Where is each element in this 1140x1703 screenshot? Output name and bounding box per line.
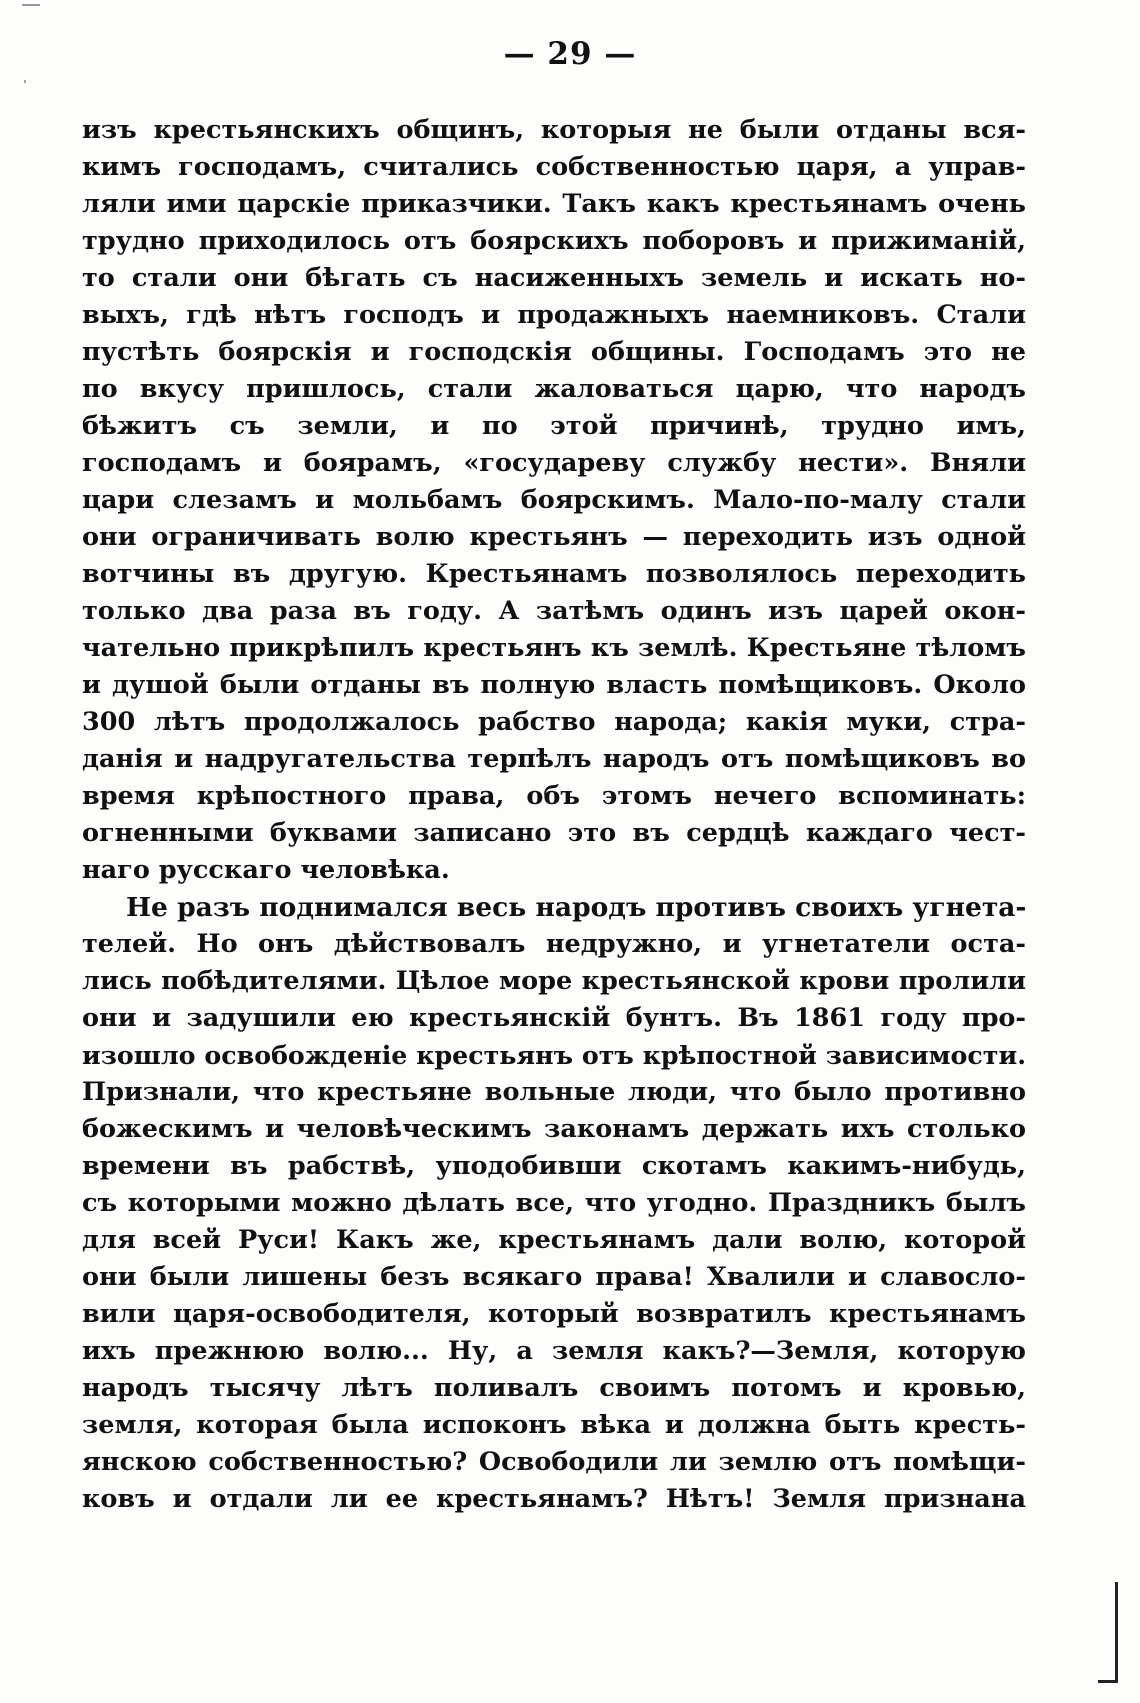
page-number: — 29 —	[503, 36, 637, 72]
text-line: ляли ими царскіе приказчики. Такъ какъ крестьянамъ очень	[82, 189, 1026, 219]
text-line: время крѣпостного права, объ этомъ нечего вспоминать:	[82, 781, 1026, 811]
text-line: изъ крестьянскихъ общинъ, которыя не были отданы вся-	[82, 115, 1026, 145]
text-line: бѣжитъ съ земли, и по этой причинѣ, трудно имъ,	[82, 411, 1026, 441]
text-line: Признали, что крестьяне вольные люди, что было противно	[82, 1077, 1026, 1107]
page-body	[82, 112, 1026, 1518]
paragraph-2	[82, 889, 1026, 1518]
text-line: они ограничивать волю крестьянъ — переходить изъ одной	[82, 522, 1026, 552]
text-line: народъ тысячу лѣтъ поливалъ своимъ потомъ и кровью,	[82, 1373, 1026, 1403]
text-line: чательно прикрѣпилъ крестьянъ къ землѣ. Крестьяне тѣломъ	[82, 633, 1026, 663]
text-line: господамъ и боярамъ, «государеву службу нести». Вняли	[82, 448, 1026, 478]
scan-speck	[24, 80, 26, 83]
text-line: они были лишены безъ всякаго права! Хвалили и славосло-	[82, 1262, 1026, 1292]
text-line: наго русскаго человѣка.	[82, 855, 450, 885]
text-line: вили царя-освободителя, который возвратилъ крестьянамъ	[82, 1299, 1026, 1329]
scan-edge-mark	[22, 4, 40, 6]
text-line: кимъ господамъ, считались собственностью царя, а управ-	[82, 152, 1026, 182]
text-line: то стали они бѣгать съ насиженныхъ земель и искать но-	[82, 263, 1026, 293]
text-line: съ которыми можно дѣлать все, что угодно. Праздникъ былъ	[82, 1188, 1026, 1218]
text-line: они и задушили ею крестьянскій бунтъ. Въ 1861 году про-	[82, 1003, 1026, 1033]
text-line: Не разъ поднимался весь народъ противъ своихъ угнета-	[126, 892, 1027, 923]
text-line: цари слезамъ и мольбамъ боярскимъ. Мало-по-малу стали	[82, 485, 1026, 515]
text-line: пустѣть боярскія и господскія общины. Господамъ это не	[82, 337, 1026, 367]
text-line: ковъ и отдали ли ее крестьянамъ? Нѣтъ! Земля признана	[82, 1484, 1026, 1514]
text-line: янскою собственностью? Освободили ли землю отъ помѣщи-	[82, 1447, 1026, 1477]
text-line: телей. Но онъ дѣйствовалъ недружно, и угнетатели оста-	[82, 929, 1026, 959]
text-line: по вкусу пришлось, стали жаловаться царю, что народъ	[82, 374, 1026, 404]
text-line: лись побѣдителями. Цѣлое море крестьянской крови пролили	[82, 966, 1026, 996]
scan-edge-mark	[1115, 1582, 1118, 1682]
text-line: ихъ прежнюю волю... Ну, а земля какъ?—Земля, которую	[82, 1336, 1026, 1366]
text-line: времени въ рабствѣ, уподобивши скотамъ какимъ-нибудь,	[82, 1151, 1026, 1181]
text-line: и душой были отданы въ полную власть помѣщиковъ. Около	[82, 670, 1026, 700]
text-line: для всей Руси! Какъ же, крестьянамъ дали волю, которой	[82, 1225, 1026, 1255]
text-line: 300 лѣтъ продолжалось рабство народа; какія муки, стра-	[82, 707, 1026, 737]
text-line: трудно приходилось отъ боярскихъ поборовъ и прижиманій,	[82, 226, 1026, 256]
paragraph-1	[82, 112, 1026, 889]
text-line: только два раза въ году. А затѣмъ одинъ изъ царей окон-	[82, 596, 1026, 626]
text-line: огненными буквами записано это въ сердцѣ каждаго чест-	[82, 818, 1026, 848]
text-line: выхъ, гдѣ нѣтъ господъ и продажныхъ наемниковъ. Стали	[82, 300, 1026, 330]
scan-edge-mark	[1098, 1680, 1118, 1683]
text-line: изошло освобожденіе крестьянъ отъ крѣпостной зависимости.	[82, 1040, 1026, 1070]
text-line: божескимъ и человѣческимъ законамъ держать ихъ столько	[82, 1114, 1026, 1144]
text-line: земля, которая была испоконъ вѣка и должна быть кресть-	[82, 1410, 1026, 1440]
text-line: данія и надругательства терпѣлъ народъ отъ помѣщиковъ во	[82, 744, 1026, 774]
text-line: вотчины въ другую. Крестьянамъ позволялось переходить	[82, 559, 1026, 589]
